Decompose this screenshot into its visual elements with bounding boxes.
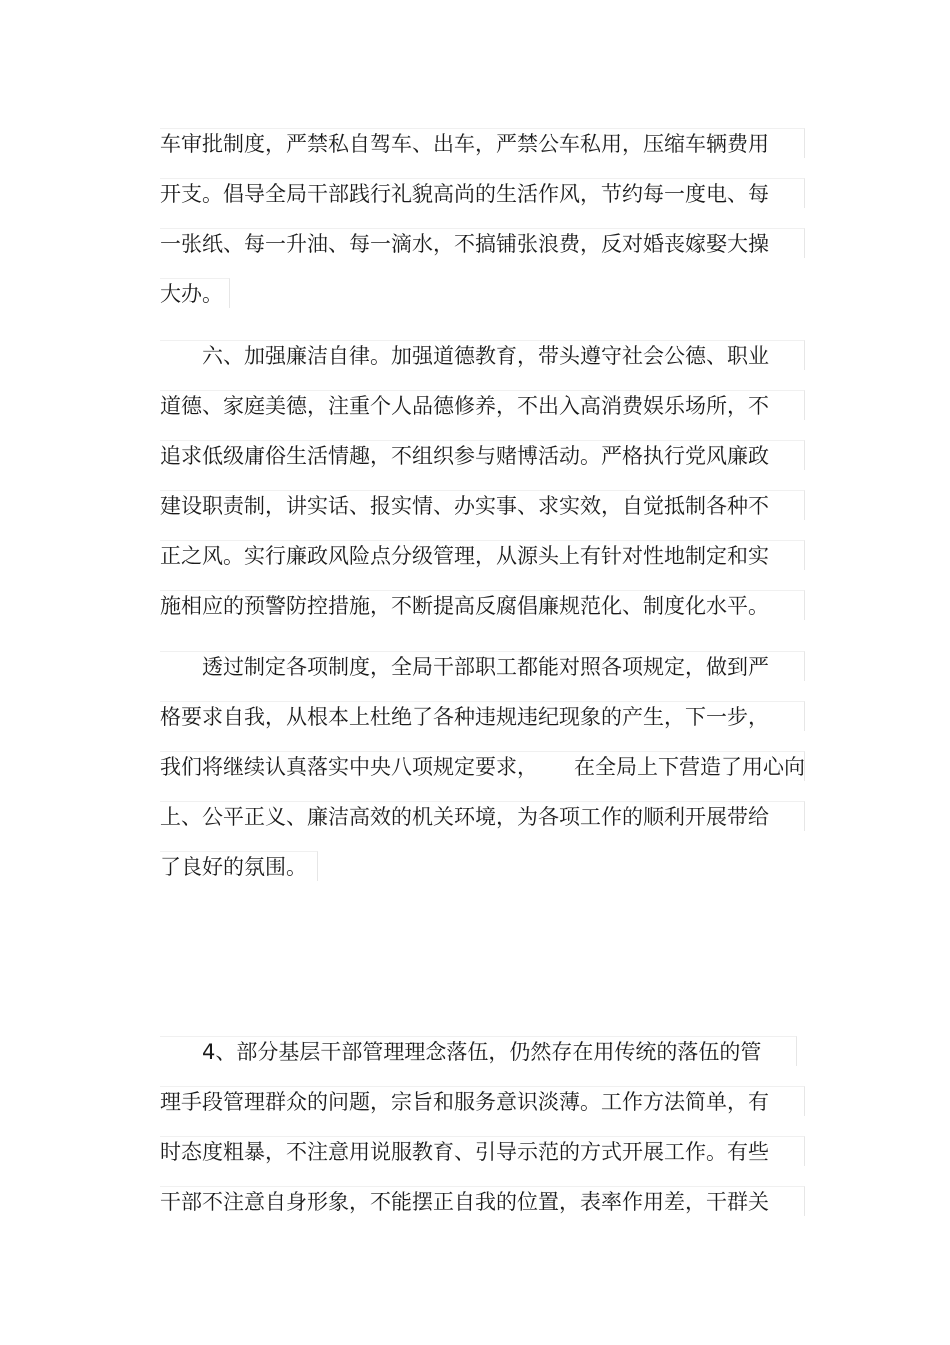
text-line-part: 在全局上下营造了用心向 bbox=[574, 755, 805, 779]
paragraph-start-line: 透过制定各项制度，全局干部职工都能对照各项规定，做到严 bbox=[160, 651, 805, 681]
text-line: 建设职责制，讲实话、报实情、办实事、求实效，自觉抵制各种不 bbox=[160, 490, 805, 520]
text-line: 上、公平正义、廉洁高效的机关环境，为各项工作的顺利开展带给 bbox=[160, 801, 805, 831]
text-line: 了良好的氛围。 bbox=[160, 851, 318, 881]
paragraph-heading-line: 六、加强廉洁自律。加强道德教育，带头遵守社会公德、职业 bbox=[160, 340, 805, 370]
text-line: 道德、家庭美德，注重个人品德修养，不出入高消费娱乐场所，不 bbox=[160, 390, 805, 420]
text-line: 理手段管理群众的问题，宗旨和服务意识淡薄。工作方法简单，有 bbox=[160, 1086, 805, 1116]
text-line: 时态度粗暴，不注意用说服教育、引导示范的方式开展工作。有些 bbox=[160, 1136, 805, 1166]
text-line: 干部不注意自身形象，不能摆正自我的位置，表率作用差，干群关 bbox=[160, 1186, 805, 1216]
text-line-part: 我们将继续认真落实中央八项规定要求， bbox=[160, 755, 538, 779]
paragraph-start-line: 4、部分基层干部管理理念落伍，仍然存在用传统的落伍的管 bbox=[160, 1036, 797, 1066]
text-line: 施相应的预警防控措施，不断提高反腐倡廉规范化、制度化水平。 bbox=[160, 590, 805, 620]
text-line: 追求低级庸俗生活情趣，不组织参与赌博活动。严格执行党风廉政 bbox=[160, 440, 805, 470]
text-line: 一张纸、每一升油、每一滴水，不搞铺张浪费，反对婚丧嫁娶大操 bbox=[160, 228, 805, 258]
text-line: 正之风。实行廉政风险点分级管理，从源头上有针对性地制定和实 bbox=[160, 540, 805, 570]
text-line: 大办。 bbox=[160, 278, 230, 308]
text-line: 格要求自我，从根本上杜绝了各种违规违纪现象的产生，下一步， bbox=[160, 701, 805, 731]
text-line: 开支。倡导全局干部践行礼貌高尚的生活作风，节约每一度电、每 bbox=[160, 178, 805, 208]
text-line: 车审批制度，严禁私自驾车、出车，严禁公车私用，压缩车辆费用 bbox=[160, 128, 805, 158]
text-line-split bbox=[160, 751, 805, 781]
